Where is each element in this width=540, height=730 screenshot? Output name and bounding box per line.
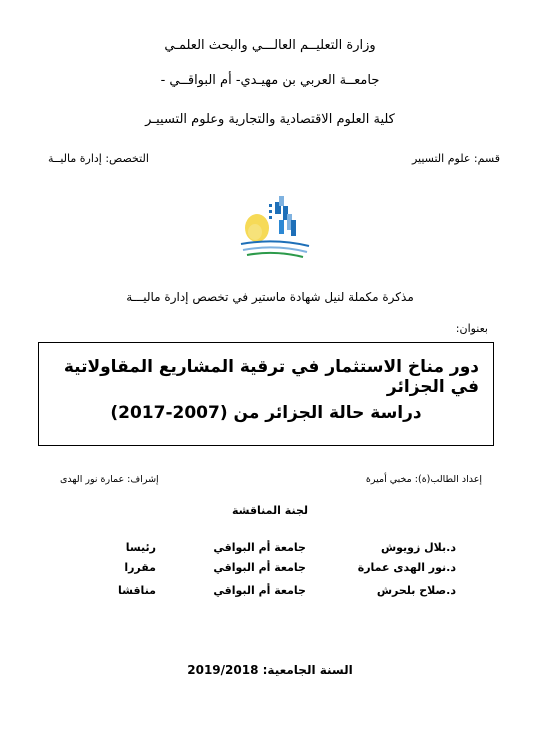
member-name: د.بلال زويوش — [380, 541, 456, 554]
member-role: مناقشا — [118, 584, 156, 597]
student-name: إعداد الطالب(ة): مخبي أميرة — [365, 474, 482, 485]
department-label: قسم: علوم التسيير — [411, 152, 500, 165]
university-name: جامعــة العربي بن مهيـدي- أم البواقــي - — [160, 73, 380, 88]
faculty-name: كلية العلوم الاقتصادية والتجارية وعلوم التسييـر — [145, 112, 395, 127]
member-name: د.نور الهدى عمارة — [357, 561, 456, 574]
title-box — [38, 342, 494, 446]
committee-member-row — [100, 561, 456, 577]
member-name: د.صلاح بلحرش — [376, 584, 456, 597]
member-university: جامعة أم البواقي — [213, 584, 306, 597]
member-university: جامعة أم البواقي — [213, 541, 306, 554]
committee-member-row — [100, 584, 456, 600]
thesis-subtitle: دراسة حالة الجزائر من (2007-2017) — [110, 403, 422, 423]
member-role: مقررا — [124, 561, 156, 574]
title-label: بعنوان: — [455, 322, 488, 335]
member-role: رئيسا — [125, 541, 156, 554]
academic-year: السنة الجامعية: 2019/2018 — [187, 663, 353, 677]
committee-heading: لجنة المناقشة — [231, 504, 308, 517]
thesis-title: دور مناخ الاستثمار في ترقية المشاريع المقاولاتية في الجزائر — [63, 357, 479, 397]
supervisor-name: إشراف: عمارة نور الهدى — [60, 474, 159, 485]
committee-member-row — [100, 541, 456, 557]
member-university: جامعة أم البواقي — [213, 561, 306, 574]
specialty-label: التخصص: إدارة ماليــة — [48, 152, 149, 165]
ministry-name: وزارة التعليــم العالـــي والبحث العلمـي — [164, 38, 376, 53]
memo-description: مذكرة مكملة لنيل شهادة ماستير في تخصص إدارة ماليـــة — [126, 290, 414, 304]
university-logo — [235, 188, 315, 260]
